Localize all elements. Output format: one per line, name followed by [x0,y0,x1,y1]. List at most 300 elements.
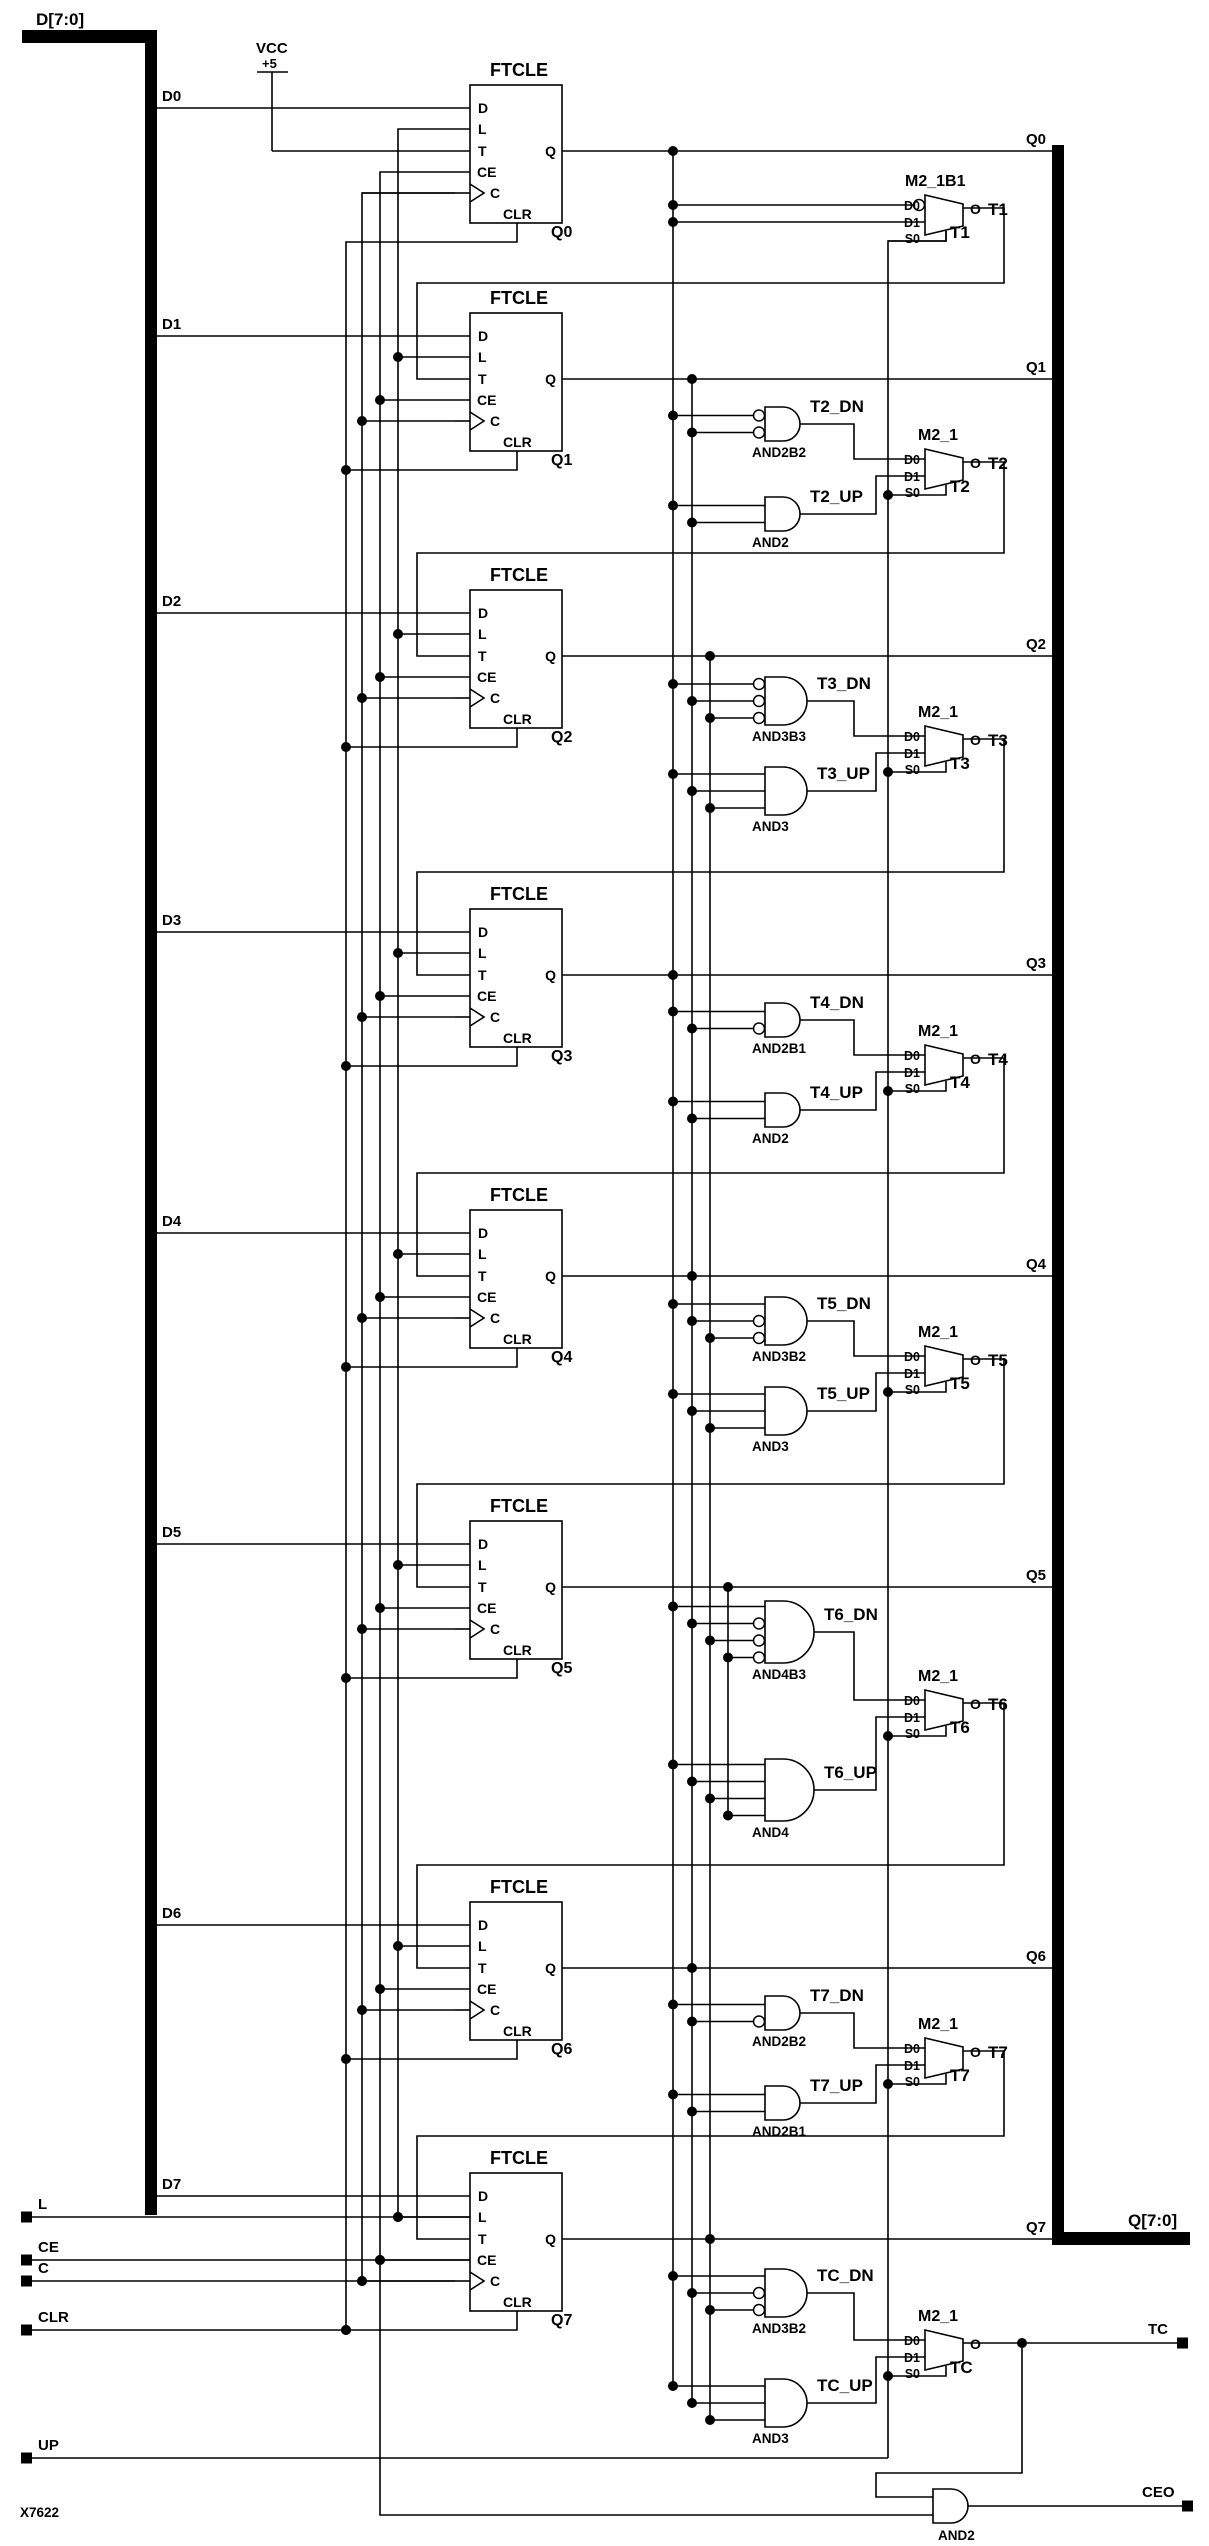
junction-dot [687,1619,697,1629]
ff-pin-c: C [490,690,501,706]
gate-net-label: T5_UP [817,1384,870,1403]
input-pin [21,2325,32,2336]
mux-pin-d1: D1 [904,2351,920,2365]
mux-pin-d1: D1 [904,747,920,761]
ff-pin-d: D [478,1225,489,1241]
vcc-label: VCC [256,40,288,57]
gate-type-label: AND3B2 [752,1349,807,1364]
ff-instance-label: Q7 [551,2312,573,2329]
ff-pin-l: L [478,2209,487,2225]
mux-pin-d0: D0 [904,199,920,213]
input-pin [21,2212,32,2223]
mux-pin-s0: S0 [904,486,920,500]
gate-net-label: T7_DN [810,1986,864,2005]
flipflop-type-label: FTCLE [490,288,548,308]
junction-dot [883,2079,893,2089]
junction-dot [393,352,403,362]
junction-dot [357,693,367,703]
mux-net-label: T3 [988,731,1008,750]
mux-pin-d1: D1 [904,216,920,230]
gate-net-label: T6_DN [824,1605,878,1624]
junction-dot [668,970,678,980]
mux-pin-o: O [970,732,981,748]
clock-chevron [470,2272,484,2290]
and-gate-body [765,497,800,531]
junction-dot [705,803,715,813]
junction-dot [687,2107,697,2117]
tc-to-ceo-gate [876,2343,1022,2497]
ff-pin-clr: CLR [503,711,532,727]
ff-pin-q: Q [545,371,556,387]
ff-pin-q: Q [545,1960,556,1976]
clr-stub [346,2311,517,2330]
d-net-label: D1 [162,316,182,333]
mux-instance-label: T1 [950,223,970,242]
clock-chevron [470,1008,484,1026]
mux-pin-o: O [970,1352,981,1368]
junction-dot [668,200,678,210]
mux-net-label: T2 [988,454,1008,473]
mux-pin-s0: S0 [904,1082,920,1096]
ff-pin-clr: CLR [503,1642,532,1658]
junction-dot [375,672,385,682]
junction-dot [883,1086,893,1096]
and-gate-body [765,2086,800,2120]
junction-dot [668,146,678,156]
inverter-bubble [754,2305,765,2316]
ce-trunk [380,172,933,2515]
mux-pin-s0: S0 [904,2367,920,2381]
gate-net-label: T4_DN [810,993,864,1012]
q-net-label: Q7 [1025,2219,1046,2236]
junction-dot [705,1423,715,1433]
ceo-pin [1182,2501,1193,2512]
gate-net-label: TC_UP [817,2376,873,2395]
ff-pin-clr: CLR [503,2023,532,2039]
d-net-label: D3 [162,912,182,929]
gate-net-label: TC_DN [817,2266,874,2285]
and-gate-body [765,1003,800,1037]
junction-dot [687,2398,697,2408]
mux-instance-label: T5 [950,1374,970,1393]
mux-type-label: M2_1 [918,1324,959,1341]
input-pin-label: CE [38,2239,59,2256]
ff-pin-t: T [478,1268,487,1284]
q-net-label: Q0 [1025,131,1046,148]
clock-chevron [470,1309,484,1327]
ff-instance-label: Q5 [551,1660,573,1677]
gate-type-label: AND2B2 [752,445,807,460]
ff-pin-t: T [478,648,487,664]
ff-pin-d: D [478,100,489,116]
junction-dot [668,411,678,421]
clock-chevron [470,689,484,707]
gate-net-label: T5_DN [817,1294,871,1313]
junction-dot [668,1097,678,1107]
inverter-bubble [754,1635,765,1646]
and-gate-body [765,2269,807,2317]
and-gate-body [765,1387,807,1435]
inverter-bubble [754,1316,765,1327]
junction-dot [668,1299,678,1309]
mux-pin-o: O [970,2336,981,2352]
gate-net-label: T4_UP [810,1083,863,1102]
and-gate-body [765,1759,814,1821]
dn-to-mux [807,2293,925,2340]
mux-instance-label: T2 [950,477,970,496]
clock-chevron [470,2001,484,2019]
tc-pin [1177,2338,1188,2349]
and-gate-body [765,767,807,815]
mux-instance-label: T3 [950,754,970,773]
gate-net-label: T2_DN [810,397,864,416]
junction-dot [375,395,385,405]
ff-pin-t: T [478,967,487,983]
gate-net-label: T3_UP [817,764,870,783]
inverter-bubble [754,2288,765,2299]
junction-dot [375,1292,385,1302]
ff-pin-l: L [478,1938,487,1954]
mux-type-label: M2_1 [918,2308,959,2325]
flipflop-type-label: FTCLE [490,1877,548,1897]
ff-pin-l: L [478,1557,487,1573]
junction-dot [341,465,351,475]
junction-dot [668,679,678,689]
part-number-label: X7622 [20,2505,60,2520]
junction-dot [375,991,385,1001]
mux-type-label: M2_1 [918,427,959,444]
mux-pin-s0: S0 [904,1383,920,1397]
junction-dot [687,1024,697,1034]
d-net-label: D4 [162,1213,182,1230]
q-net-label: Q3 [1025,955,1046,972]
gate-type-label: AND3 [752,2431,789,2446]
junction-dot [668,1760,678,1770]
mux-pin-s0: S0 [904,232,920,246]
d-net-label: D6 [162,1905,182,1922]
ff-pin-c: C [490,1621,501,1637]
junction-dot [341,1362,351,1372]
ff-pin-clr: CLR [503,1331,532,1347]
vcc-level-label: +5 [262,56,277,71]
d-net-label: D0 [162,88,182,105]
junction-dot [357,1313,367,1323]
inverter-bubble [754,427,765,438]
mux-pin-o: O [970,2044,981,2060]
d-net-label: D5 [162,1524,182,1541]
ff-pin-t: T [478,2231,487,2247]
mux-net-label: T5 [988,1351,1008,1370]
mux-pin-o: O [970,201,981,217]
input-pin-label: CLR [38,2309,69,2326]
ff-pin-q: Q [545,648,556,664]
and-gate-body [765,1601,814,1663]
junction-dot [375,1603,385,1613]
ceo-gate-type-label: AND2 [938,2528,975,2543]
mux-type-label: M2_1B1 [905,173,966,190]
junction-dot [723,1653,733,1663]
ff-pin-d: D [478,605,489,621]
ff-pin-q: Q [545,2231,556,2247]
mux-pin-d0: D0 [904,1694,920,1708]
mux-pin-d0: D0 [904,730,920,744]
ff-pin-ce: CE [477,2252,497,2268]
inverter-bubble [754,713,765,724]
junction-dot [668,2381,678,2391]
ff-pin-c: C [490,1310,501,1326]
junction-dot [668,2090,678,2100]
junction-dot [687,428,697,438]
d-net-label: D7 [162,2176,182,2193]
gate-net-label: T2_UP [810,487,863,506]
clr-stub [346,451,517,470]
junction-dot [393,1249,403,1259]
mux-type-label: M2_1 [918,704,959,721]
junction-dot [705,2234,715,2244]
inverter-bubble [754,1333,765,1344]
ff-pin-c: C [490,1009,501,1025]
junction-dot [705,651,715,661]
ff-pin-t: T [478,371,487,387]
ceo-label: CEO [1142,2484,1175,2501]
mux-pin-d1: D1 [904,2059,920,2073]
inverter-bubble [754,1652,765,1663]
mux-instance-label: T7 [950,2066,970,2085]
mux-instance-label: TC [950,2358,973,2377]
input-bus-d [22,30,157,43]
ff-pin-t: T [478,143,487,159]
clr-stub [346,2040,517,2059]
ff-pin-clr: CLR [503,2294,532,2310]
junction-dot [393,1560,403,1570]
junction-dot [375,2255,385,2265]
gate-net-label: T7_UP [810,2076,863,2095]
junction-dot [883,490,893,500]
ff-pin-clr: CLR [503,1030,532,1046]
ff-pin-d: D [478,924,489,940]
mux-net-label: T4 [988,1050,1008,1069]
junction-dot [883,767,893,777]
junction-dot [668,2000,678,2010]
flipflop-type-label: FTCLE [490,1185,548,1205]
inverter-bubble [754,1023,765,1034]
ff-pin-d: D [478,1917,489,1933]
clock-chevron [470,412,484,430]
junction-dot [341,2054,351,2064]
junction-dot [687,518,697,528]
gate-type-label: AND2 [752,535,789,550]
input-pin-label: UP [38,2437,59,2454]
and-gate-body [765,2379,807,2427]
junction-dot [357,1012,367,1022]
junction-dot [687,1271,697,1281]
junction-dot [687,786,697,796]
tc-label: TC [1148,2321,1168,2338]
junction-dot [687,1777,697,1787]
gate-type-label: AND3B3 [752,729,807,744]
junction-dot [668,1389,678,1399]
q-net-label: Q6 [1025,1948,1046,1965]
ff-instance-label: Q6 [551,2041,573,2058]
ff-pin-l: L [478,1246,487,1262]
ff-instance-label: Q2 [551,729,573,746]
ff-pin-q: Q [545,1268,556,1284]
ff-pin-l: L [478,349,487,365]
junction-dot [341,2325,351,2335]
junction-dot [393,2212,403,2222]
ff-pin-d: D [478,2188,489,2204]
mux-pin-o: O [970,1051,981,1067]
flipflop-type-label: FTCLE [490,2148,548,2168]
input-pin-label: C [38,2260,49,2277]
and-gate-body [765,1297,807,1345]
junction-dot [357,2276,367,2286]
mux-pin-d0: D0 [904,1049,920,1063]
up-trunk [888,231,946,2458]
ff-pin-c: C [490,413,501,429]
mux-pin-d1: D1 [904,1711,920,1725]
mux-pin-o: O [970,1696,981,1712]
flipflop-type-label: FTCLE [490,884,548,904]
ff-pin-q: Q [545,967,556,983]
ff-pin-ce: CE [477,392,497,408]
clr-stub [346,1659,517,1678]
mux-pin-d1: D1 [904,1367,920,1381]
junction-dot [883,1731,893,1741]
q-net-label: Q1 [1025,359,1046,376]
junction-dot [668,1007,678,1017]
ff-pin-clr: CLR [503,434,532,450]
q-net-label: Q4 [1025,1256,1046,1273]
ff-instance-label: Q1 [551,452,573,469]
mux-pin-d0: D0 [904,2334,920,2348]
inverter-bubble [754,410,765,421]
ff-pin-c: C [490,2002,501,2018]
mux-pin-d0: D0 [904,1350,920,1364]
clr-stub [346,728,517,747]
junction-dot [668,2271,678,2281]
junction-dot [687,696,697,706]
mux-pin-d1: D1 [904,1066,920,1080]
ff-instance-label: Q3 [551,1048,573,1065]
and-gate-body [765,1093,800,1127]
mux-type-label: M2_1 [918,1023,959,1040]
junction-dot [705,2305,715,2315]
junction-dot [668,217,678,227]
junction-dot [341,742,351,752]
flipflop-type-label: FTCLE [490,565,548,585]
ceo-and-gate [933,2489,968,2523]
flipflop-type-label: FTCLE [490,60,548,80]
d-net-label: D2 [162,593,182,610]
mux-net-label: T6 [988,1695,1008,1714]
mux-pin-d0: D0 [904,453,920,467]
clr-stub [346,1348,517,1367]
mux-net-label: T1 [988,200,1008,219]
output-bus-label: Q[7:0] [1128,2211,1178,2230]
gate-type-label: AND4B3 [752,1667,807,1682]
ff-pin-ce: CE [477,164,497,180]
junction-dot [668,769,678,779]
junction-dot [705,2415,715,2425]
ff-pin-q: Q [545,1579,556,1595]
junction-dot [341,1673,351,1683]
mux-pin-o: O [970,455,981,471]
gate-type-label: AND3 [752,819,789,834]
inverter-bubble [754,2016,765,2027]
output-bus-q [1052,145,1064,2245]
junction-dot [687,1114,697,1124]
ff-pin-q: Q [545,143,556,159]
gate-type-label: AND2B1 [752,1041,807,1056]
inverter-bubble [754,696,765,707]
input-pin [21,2453,32,2464]
gate-type-label: AND4 [752,1825,789,1840]
and-gate-body [765,407,800,441]
junction-dot [687,1963,697,1973]
junction-dot [668,1602,678,1612]
mux-pin-s0: S0 [904,2075,920,2089]
junction-dot [883,2371,893,2381]
junction-dot [357,416,367,426]
clr-stub [346,1047,517,1066]
mux-pin-d1: D1 [904,470,920,484]
junction-dot [687,2017,697,2027]
and-gate-body [765,1996,800,2030]
gate-type-label: AND2 [752,1131,789,1146]
mux-pin-s0: S0 [904,763,920,777]
junction-dot [723,1811,733,1821]
ff-instance-label: Q4 [551,1349,573,1366]
q-net-label: Q5 [1025,1567,1046,1584]
junction-dot [723,1582,733,1592]
flipflop-type-label: FTCLE [490,1496,548,1516]
q-net-label: Q2 [1025,636,1046,653]
inverter-bubble [754,679,765,690]
ff-instance-label: Q0 [551,224,573,241]
gate-type-label: AND2B2 [752,2034,807,2049]
input-pin [21,2255,32,2266]
junction-dot [705,713,715,723]
gate-net-label: T3_DN [817,674,871,693]
junction-dot [393,1941,403,1951]
ff-pin-ce: CE [477,1289,497,1305]
clock-chevron [470,184,484,202]
ff-pin-clr: CLR [503,206,532,222]
ff-pin-c: C [490,185,501,201]
junction-dot [393,948,403,958]
junction-dot [357,2005,367,2015]
ff-pin-ce: CE [477,1981,497,1997]
ff-pin-l: L [478,945,487,961]
ff-pin-ce: CE [477,988,497,1004]
ff-pin-d: D [478,1536,489,1552]
junction-dot [687,1406,697,1416]
ff-pin-t: T [478,1960,487,1976]
ff-pin-l: L [478,121,487,137]
junction-dot [357,1624,367,1634]
input-pin-label: L [38,2196,48,2213]
junction-dot [705,1636,715,1646]
mux-type-label: M2_1 [918,1668,959,1685]
junction-dot [883,1387,893,1397]
input-pin [21,2276,32,2287]
ff-pin-d: D [478,328,489,344]
junction-dot [341,1061,351,1071]
input-bus-d [145,30,157,2215]
junction-dot [705,1794,715,1804]
junction-dot [668,501,678,511]
